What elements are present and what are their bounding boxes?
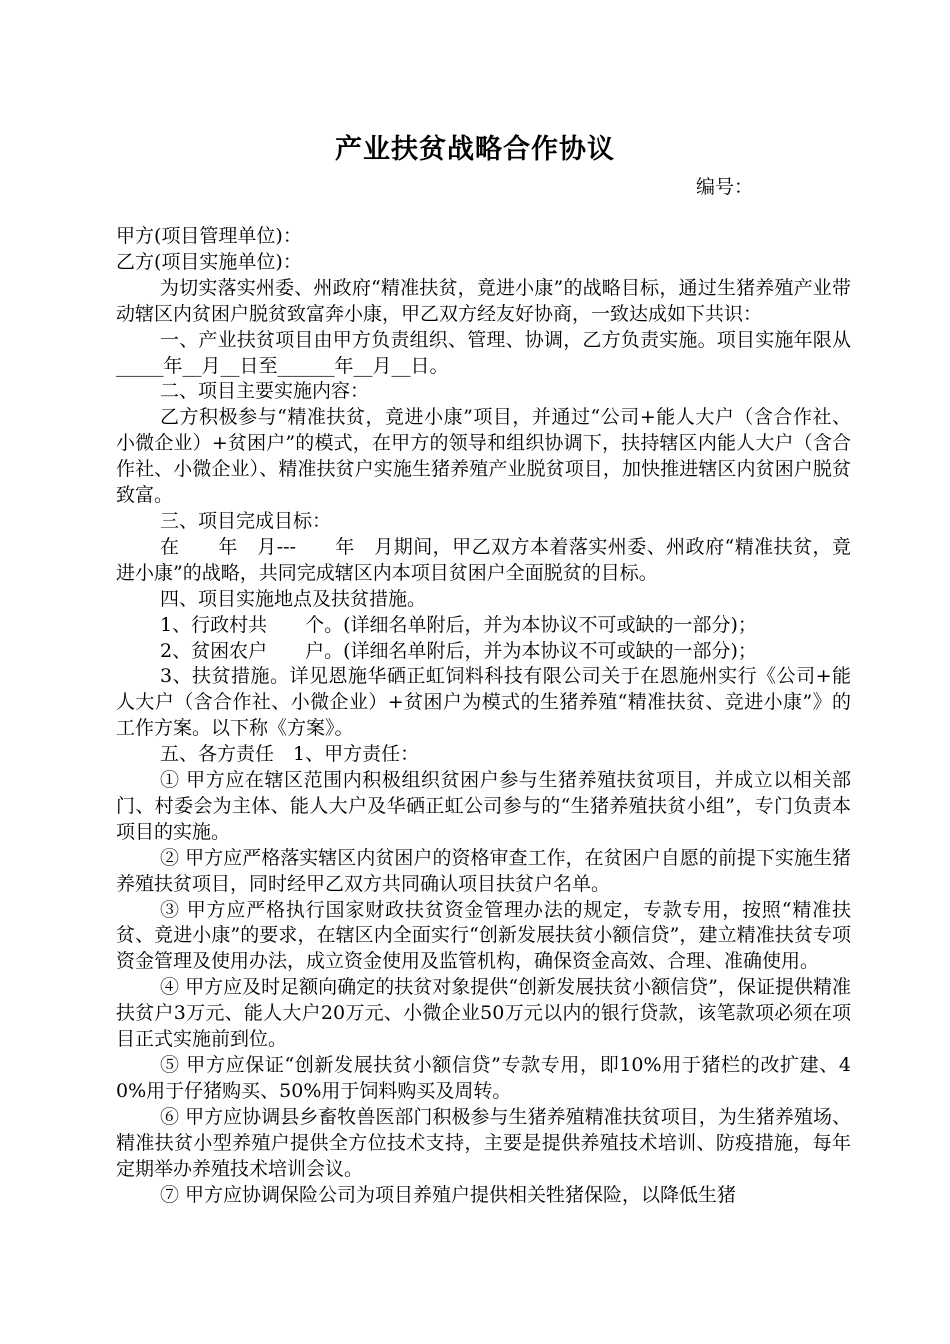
party-a-duty-6: ⑥ 甲方应协调县乡畜牧兽医部门积极参与生猪养殖精准扶贫项目，为生猪养殖场、精准扶贫小型养殖户提供全方位技术支持，主要是提供养殖技术培训、防疫措施，每年定期举办养殖技术培训会议。	[116, 1105, 851, 1180]
clause-3-paragraph: 在 年 月--- 年 月期间，甲乙双方本着落实州委、州政府“精准扶贫，竟进小康”的战略，共同完成辖区内本项目贫困户全面脱贫的目标。	[116, 535, 851, 584]
party-a-duty-5: ⑤ 甲方应保证“创新发展扶贫小额信贷”专款专用，即10%用于猪栏的改扩建、40%用于仔猪购买、50%用于饲料购买及周转。	[116, 1054, 851, 1102]
clause-1-paragraph: 一、产业扶贫项目由甲方负责组织、管理、协调，乙方负责实施。项目实施年限从_____年__月__日至______年__月__日。	[116, 328, 851, 377]
clause-2-paragraph: 乙方积极参与“精准扶贫，竟进小康”项目，并通过“公司+能人大户（含合作社、小微企业）+贫困户”的模式，在甲方的领导和组织协调下，扶持辖区内能人大户（含合作社、小微企业）、精准扶贫户实施生猪养殖产业脱贫项目，加快推进辖区内贫困户脱贫致富。	[116, 406, 851, 507]
party-a-duty-7: ⑦ 甲方应协调保险公司为项目养殖户提供相关牲猪保险，以降低生猪	[160, 1183, 737, 1206]
party-a-duty-3: ③ 甲方应严格执行国家财政扶贫资金管理办法的规定，专款专用，按照“精准扶贫、竟进小康”的要求，在辖区内全面实行“创新发展扶贫小额信贷”，建立精准扶贫专项资金管理及使用办法，成立资金使用及监管机构，确保资金高效、合理、准确使用。	[116, 898, 851, 973]
preamble-paragraph: 为切实落实州委、州政府“精准扶贫，竟进小康”的战略目标，通过生猪养殖产业带动辖区内贫困户脱贫致富奔小康，甲乙双方经友好协商，一致达成如下共识：	[116, 276, 851, 325]
document-number-label: 编号：	[696, 176, 754, 198]
party-a-duty-4: ④ 甲方应及时足额向确定的扶贫对象提供“创新发展扶贫小额信贷”，保证提供精准扶贫户3万元、能人大户20万元、小微企业50万元以内的银行贷款，该笔款项必须在项目正式实施前到位。	[116, 976, 851, 1051]
document-body	[116, 224, 851, 1208]
clause-5-heading: 五、各方责任 1、甲方责任：	[160, 743, 420, 766]
party-a-line: 甲方(项目管理单位)：	[116, 225, 302, 247]
party-b-line: 乙方(项目实施单位)：	[116, 250, 302, 273]
document-title: 产业扶贫战略合作协议	[335, 134, 615, 165]
party-a-duty-2: ② 甲方应严格落实辖区内贫困户的资格审查工作，在贫困户自愿的前提下实施生猪养殖扶贫项目，同时经甲乙双方共同确认项目扶贫户名单。	[116, 846, 851, 895]
clause-4-item-1: 1、行政村共 个。(详细名单附后，并为本协议不可或缺的一部分)；	[160, 613, 757, 636]
clause-4-item-3: 3、扶贫措施。详见恩施华硒正虹饲料科技有限公司关于在恩施州实行《公司+能人大户（含合作社、小微企业）+贫困户为模式的生猪养殖“精准扶贫、竞进小康”》的工作方案。以下称《方案》。	[116, 665, 851, 740]
party-a-duty-1: ① 甲方应在辖区范围内积极组织贫困户参与生猪养殖扶贫项目，并成立以相关部门、村委会为主体、能人大户及华硒正虹公司参与的“生猪养殖扶贫小组”，专门负责本项目的实施。	[116, 769, 851, 843]
clause-4-item-2: 2、贫困农户 户。(详细名单附后，并为本协议不可或缺的一部分)；	[160, 639, 757, 662]
clause-2-heading: 二、项目主要实施内容：	[160, 380, 370, 403]
clause-3-heading: 三、项目完成目标：	[160, 509, 332, 532]
clause-4-heading: 四、项目实施地点及扶贫措施。	[160, 587, 427, 610]
